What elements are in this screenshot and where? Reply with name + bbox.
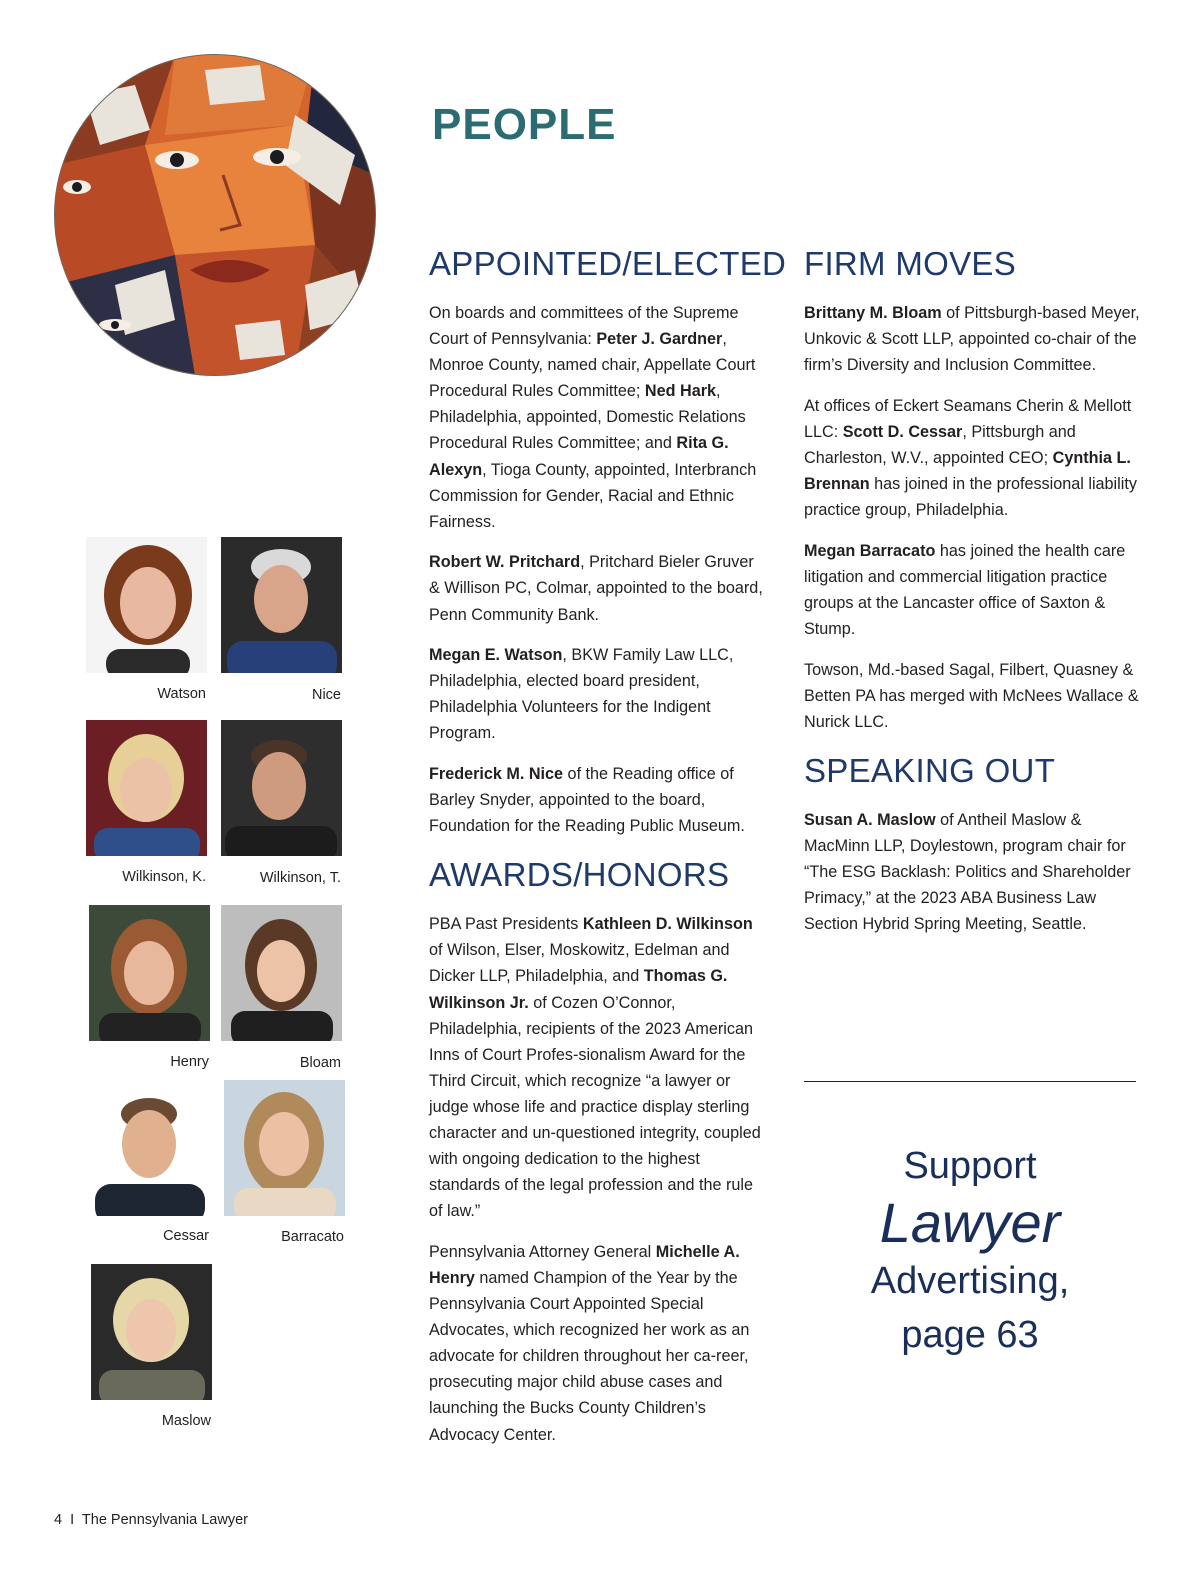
wilkinson-k-photo <box>86 720 207 856</box>
appointed-paragraph-2: Robert W. Pritchard, Pritchard Bieler Gruver & Willison PC, Colmar, appointed to the board, Penn Community Bank. <box>429 553 763 624</box>
maslow-caption: Maslow <box>161 1413 211 1429</box>
wilkinson-k-caption: Wilkinson, K. <box>122 869 206 885</box>
henry-photo <box>89 905 210 1041</box>
speaking-out-heading: SPEAKING OUT <box>804 751 1056 789</box>
firm-moves-paragraph-3: Megan Barracato has joined the health care litigation and commercial litigation practice groups at the Lancaster office of Saxton & Stump. <box>804 541 1126 639</box>
footer-page-number: 4 <box>54 1512 63 1528</box>
nice-photo <box>221 537 342 673</box>
right-column <box>804 244 1142 952</box>
page-footer <box>54 1512 248 1528</box>
awards-honors-heading: AWARDS/HONORS <box>429 856 730 894</box>
firm-moves-paragraph-2: At offices of Eckert Seamans Cherin & Mellott LLC: Scott D. Cessar, Pittsburgh and Charleston, W.V., appointed CEO; Cynthia L. Brennan has joined in the professional liability practice group, Philadelphia. <box>804 396 1137 520</box>
divider-rule <box>804 1081 1136 1082</box>
footer-publication: The Pennsylvania Lawyer <box>81 1512 248 1528</box>
bloam-photo <box>221 905 342 1041</box>
appointed-elected-heading: APPOINTED/ELECTED <box>429 245 787 282</box>
watson-caption: Watson <box>157 686 206 702</box>
appointed-paragraph-4: Frederick M. Nice of the Reading office of Barley Snyder, appointed to the board, Foundation for the Reading Public Museum. <box>429 765 745 836</box>
footer-separator: I <box>70 1512 75 1528</box>
barracato-photo <box>224 1080 345 1216</box>
support-line-4: page 63 <box>901 1314 1039 1356</box>
support-line-3: Advertising, <box>870 1260 1070 1302</box>
support-line-2: Lawyer <box>879 1191 1061 1254</box>
firm-moves-paragraph-4: Towson, Md.-based Sagal, Filbert, Quasney & Betten PA has merged with McNees Wallace & Nurick LLC. <box>804 660 1139 731</box>
maslow-photo <box>91 1264 212 1400</box>
henry-caption: Henry <box>170 1054 209 1070</box>
firm-moves-heading: FIRM MOVES <box>804 245 1017 282</box>
appointed-paragraph-1: On boards and committees of the Supreme Court of Pennsylvania: Peter J. Gardner, Monroe County, named chair, Appellate Court Procedural Rules Committee; Ned Hark, Philadelphia, appointed, Domestic Relations Procedural Rules Committee; and Rita G. Alexyn, Tioga County, appointed, Interbranch Commission for Gender, Racial and Ethnic Fairness. <box>429 304 757 531</box>
awards-paragraph-1: PBA Past Presidents Kathleen D. Wilkinson of Wilson, Elser, Moskowitz, Edelman and Dicker LLP, Philadelphia, and Thomas G. Wilkinson Jr. of Cozen O’Connor, Philadelphia, recipients of the 2023 American Inns of Court Profes-sionalism Award for the Third Circuit, which recognize “a lawyer or judge whose life and practice display sterling character and un-questioned integrity, coupled with ongoing dedication to the highest standards of the legal profession and the rule of law.” <box>429 915 761 1221</box>
awards-paragraph-2: Pennsylvania Attorney General Michelle A. Henry named Champion of the Year by the Pennsylvania Court Appointed Special Advocates, which recognized her work as an advocate for children throughout her ca-reer, prosecuting major child abuse cases and launching the Bucks County Children’s Advocacy Center. <box>429 1242 750 1444</box>
wilkinson-t-photo <box>221 720 342 856</box>
speaking-out-paragraph-1: Susan A. Maslow of Antheil Maslow & MacMinn LLP, Doylestown, program chair for “The ESG Backlash: Politics and Shareholder Primacy,” at the 2023 ABA Business Law Section Hybrid Spring Meeting, Seattle. <box>804 810 1131 934</box>
nice-caption: Nice <box>311 687 341 703</box>
firm-moves-paragraph-1: Brittany M. Bloam of Pittsburgh-based Meyer, Unkovic & Scott LLP, appointed co-chair of the firm’s Diversity and Inclusion Committee. <box>804 304 1140 375</box>
support-advertising-callout <box>820 1140 1120 1362</box>
barracato-caption: Barracato <box>281 1229 344 1245</box>
wilkinson-t-caption: Wilkinson, T. <box>259 870 341 886</box>
page-title: PEOPLE <box>432 100 617 149</box>
appointed-paragraph-3: Megan E. Watson, BKW Family Law LLC, Philadelphia, elected board president, Philadelphia Volunteers for the Indigent Program. <box>429 646 734 743</box>
support-line-1: Support <box>903 1145 1037 1187</box>
cessar-photo <box>89 1080 210 1216</box>
faces-collage-illustration <box>54 54 376 376</box>
watson-photo <box>86 537 207 673</box>
bloam-caption: Bloam <box>299 1055 341 1071</box>
middle-column <box>429 244 787 1462</box>
cessar-caption: Cessar <box>163 1228 209 1244</box>
